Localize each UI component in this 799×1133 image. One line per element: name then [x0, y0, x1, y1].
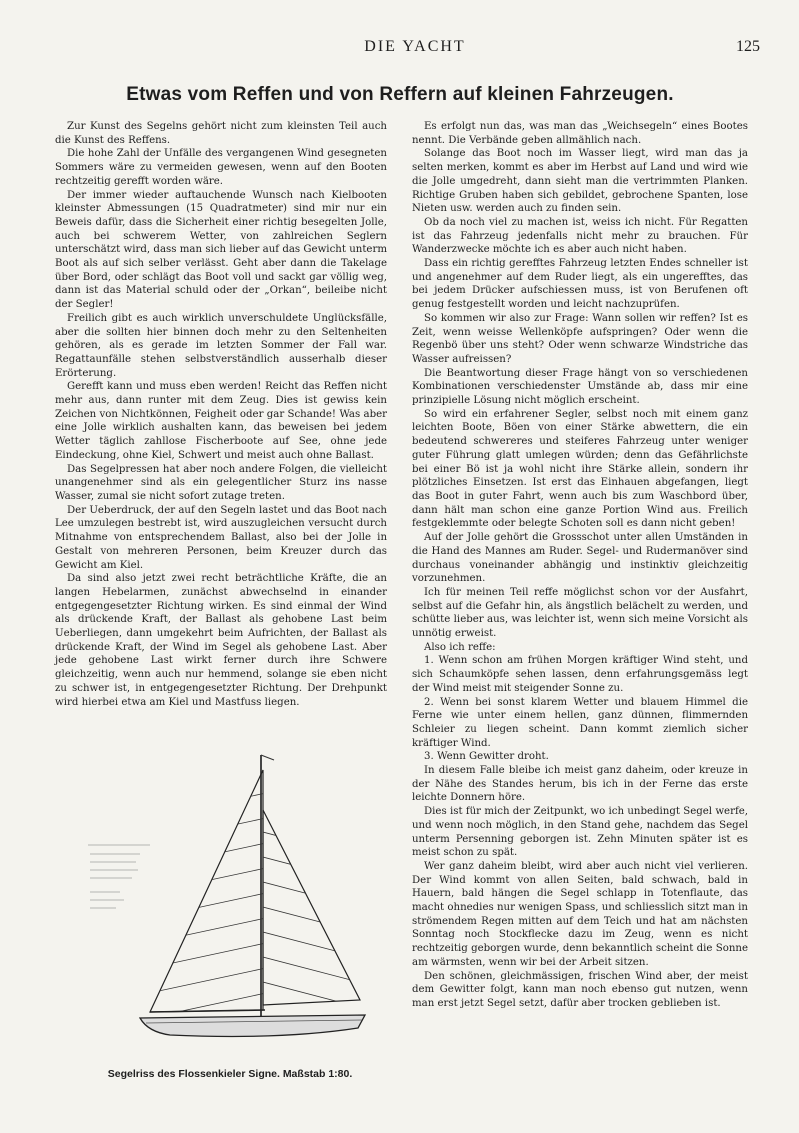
- paragraph: Der immer wieder auftauchende Wunsch nach Kielbooten kleinster Abmessungen (15 Quadratmeter) sind mir nur ein Beweis dafür, dass die Sicherheit einer richtig besegelten Jolle, auch bei schwerem Wetter, von zahlreichen Seglern unterschätzt wird, dass man sich lieber auf das Gewicht unterm Boot als auf sich selber verlässt. Geht aber dann die Takelage über Bord, oder schlägt das Boot voll und sackt gar völlig weg, dann ist das Material schuld oder der „Orkan“, beileibe nicht der Segler!: [55, 189, 387, 311]
- paragraph: Da sind also jetzt zwei recht beträchtliche Kräfte, die an langen Hebelarmen, zunächst abwechselnd in einander entgegengesetzter Richtung wirken. Es sind einmal der Wind als drückende Kraft, der Ballast als gehobene Last beim Ueberliegen, dann umgekehrt beim Aufrichten, der Ballast als drückende Kraft, der Wind im Segel als gehobene Last. Aber jede gehobene Last wirkt ferner durch ihre Schwere gleichzeitig, wenn auch nur hemmend, solange sie eben nicht zu schwer ist, in entgegengesetzter Richtung. Der Drehpunkt wird hierbei etwa am Kiel und Mastfuss liegen.: [55, 573, 387, 708]
- sail-plan-drawing: [80, 750, 380, 1060]
- paragraph: In diesem Falle bleibe ich meist ganz daheim, oder kreuze in der Nähe des Standes herum, bis ich in der Ferne das erste leichte Donnern höre.: [412, 765, 748, 804]
- paragraph: So wird ein erfahrener Segler, selbst noch mit einem ganz leichten Boote, Böen von einer Stärke abwettern, die ein bedeutend schwereres und steiferes Fahrzeug unter weniger guter Führung glatt umlegen würden; denn das Gefährlichste bei einer Bö ist ja wohl nicht ihre Stärke allein, sondern ihr plötzliches Einsetzen. Ist erst das Einhauen abgefangen, liegt das Boot in guter Fahrt, wenn auch bis zum Waschbord über, dann hält man schon eine ganze Portion Wind aus. Freilich festgeklemmte oder belegte Schoten soll es dann nicht geben!: [412, 408, 748, 530]
- sail-plan-figure: [80, 750, 380, 1060]
- list-item: 2. Wenn bei sonst klarem Wetter und blauem Himmel die Ferne wie unter einem hellen, ganz dünnen, flimmernden Schleier zu liegen scheint. Dann kommt ziemlich sicher kräftiger Wind.: [412, 696, 748, 749]
- paragraph: Zur Kunst des Segelns gehört nicht zum kleinsten Teil auch die Kunst des Reffens.: [55, 121, 387, 146]
- paragraph: Das Segelpressen hat aber noch andere Folgen, die vielleicht unangenehmer sind als ein gelegentlicher Sturz ins nasse Wasser, zumal sie nicht sofort zutage treten.: [55, 463, 387, 502]
- left-column: [55, 120, 387, 709]
- jib-seams: [255, 830, 370, 1010]
- article-title: Etwas vom Reffen und von Reffern auf kleinen Fahrzeugen.: [126, 84, 674, 105]
- figure-caption: Segelriss des Flossenkieler Signe. Maßstab 1:80.: [107, 1068, 353, 1080]
- paragraph: Ich für meinen Teil reffe möglichst schon vor der Ausfahrt, selbst auf die Gefahr hin, als ängstlich belächelt zu werden, und schütte lieber aus, was leichter ist, wenn sich meine Vorsicht als unnötig erweist.: [412, 586, 748, 640]
- paragraph: Dass ein richtig gerefftes Fahrzeug letzten Endes schneller ist und angenehmer auf dem Ruder liegt, als ein ungerefftes, das bei jedem Drücker aufschiessen muss, ist von Berufenen oft genug festgestellt worden und leicht nachzuprüfen.: [412, 258, 748, 311]
- paragraph: So kommen wir also zur Frage: Wann sollen wir reffen? Ist es Zeit, wenn weisse Wellenköpfe aufspringen? Oder wenn die Regenbö über uns steht? Oder wenn schwarze Windstriche das Wasser aufreissen?: [412, 312, 748, 365]
- paragraph: Also ich reffe:: [424, 641, 496, 653]
- paragraph: Freilich gibt es auch wirklich unverschuldete Unglücksfälle, aber die sollten hier binnen doch mehr zu den Seltenheiten gehören, als es gerade im letzten Sommer der Fall war. Regattaunfälle stehen selbstverständlich ausserhalb dieser Erörterung.: [55, 312, 387, 379]
- paragraph: Wer ganz daheim bleibt, wird aber auch nicht viel verlieren. Der Wind kommt von allen Seiten, bald schwach, bald in Hauern, bald hängen die Segel schlapp in Totenflaute, das macht ohnedies nur wenigen Spass, und schliesslich sitzt man in strömendem Regen mitten auf dem Teich und hat am nächsten Sonntag noch Stockflecke dazu im Zeug, wenn es nicht rechtzeitig geborgen wurde, denn bekanntlich scheint die Sonne am wärmsten, wenn wir bei der Arbeit sitzen.: [412, 860, 748, 968]
- paragraph: Der Ueberdruck, der auf den Segeln lastet und das Boot nach Lee umzulegen bestrebt ist, wird auszugleichen versucht durch Mitnahme von entsprechendem Ballast, also bei der Jolle in Gestalt von mehreren Personen, beim Kreuzer durch das Gewicht am Kiel.: [55, 504, 387, 571]
- mainsail: [150, 770, 263, 1012]
- paragraph: Dies ist für mich der Zeitpunkt, wo ich unbedingt Segel werfe, und wenn noch möglich, in den Stand gehe, nachdem das Segel unterm Persenning geborgen ist. Zehn Minuten später ist es meist schon zu spät.: [412, 806, 748, 859]
- page-number: 125: [736, 38, 760, 55]
- boom: [150, 1010, 265, 1012]
- paragraph: Auf der Jolle gehört die Grossschot unter allen Umständen in die Hand des Mannes am Ruder. Segel- und Rudermanöver sind durchaus voneinander abhängig und instinktiv gleichzeitig vorzunehmen.: [412, 532, 748, 585]
- right-column: [412, 120, 748, 1011]
- list-item: 1. Wenn schon am frühen Morgen kräftiger Wind steht, und sich Schaumköpfe sehen lassen, denn erfahrungsgemäss legt der Wind meist mit steigender Sonne zu.: [412, 655, 748, 694]
- paragraph: Es erfolgt nun das, was man das „Weichsegeln“ eines Bootes nennt. Die Verbände geben allmählich nach.: [412, 121, 748, 146]
- paragraph: Solange das Boot noch im Wasser liegt, wird man das ja selten merken, kommt es aber im Herbst auf Land und wird wie die Jolle umgedreht, dann sieht man die vertrimmten Planken. Richtige Gruben haben sich gebildet, gebrochene Spanten, lose Nieten usw. werden auch zu finden sein.: [412, 148, 748, 215]
- hull: [140, 1015, 365, 1036]
- handwritten-dimensions: [88, 845, 150, 908]
- paragraph: Gerefft kann und muss eben werden! Reicht das Reffen nicht mehr aus, dann runter mit dem Zeug. Dies ist gewiss kein Zeichen von Nichtkönnen, Feigheit oder gar Schande! Was aber eine Jolle wirklich aushalten kann, das beweisen bei jedem Wetter täglich zahllose Fischerboote auf See, ohne jede Eindeckung, ohne Kiel, Schwert und meist auch ohne Ballast.: [55, 381, 387, 461]
- paragraph: Den schönen, gleichmässigen, frischen Wind aber, der meist dem Gewitter folgt, kann man noch ebenso gut nutzen, wenn man erst jetzt Segel setzt, dafür aber trocken geblieben ist.: [412, 970, 748, 1009]
- paragraph: Ob da noch viel zu machen ist, weiss ich nicht. Für Regatten ist das Fahrzeug jedenfalls nicht mehr zu brauchen. Für Wanderzwecke möchte ich es aber auch nicht haben.: [412, 216, 748, 256]
- journal-title: DIE YACHT: [364, 38, 466, 55]
- jib: [263, 810, 360, 1005]
- mainsail-seams: [140, 790, 280, 1020]
- paragraph: Die Beantwortung dieser Frage hängt von so verschiedenen Kombinationen verschiedenster Umstände ab, dass mir eine prinzipielle Lösung nicht möglich erscheint.: [412, 367, 748, 407]
- masthead-pennant: [261, 755, 274, 760]
- list-item: 3. Wenn Gewitter droht.: [424, 751, 549, 763]
- paragraph: Die hohe Zahl der Unfälle des vergangenen Wind gesegneten Sommers wäre zu vermeiden gewesen, wenn auf den Booten rechtzeitig gerefft worden wäre.: [55, 148, 387, 187]
- running-header: [70, 38, 760, 60]
